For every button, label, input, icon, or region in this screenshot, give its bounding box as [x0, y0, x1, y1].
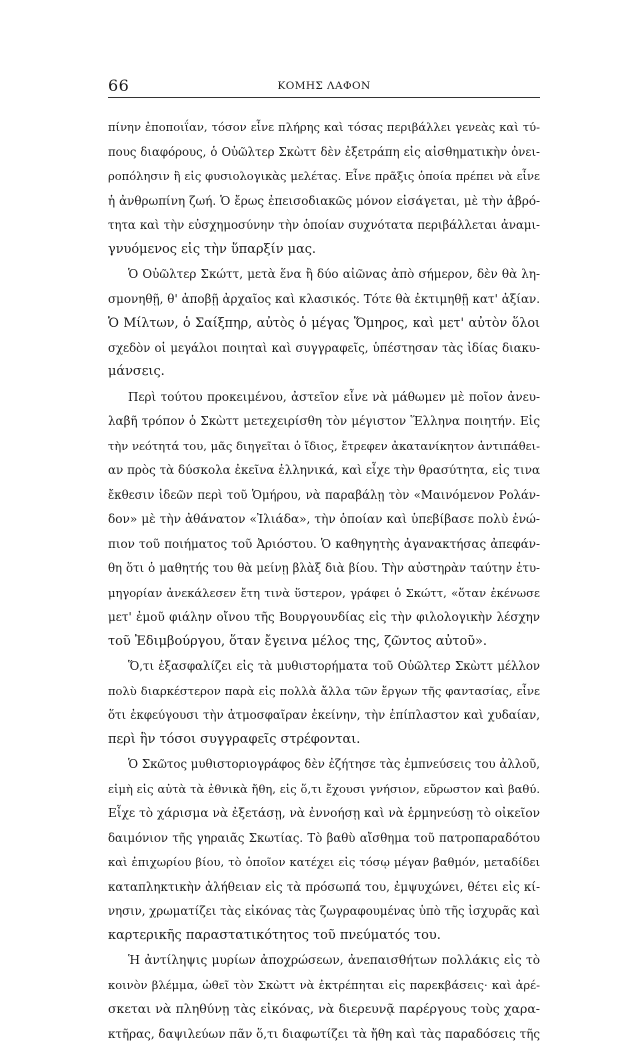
text-line: Ὁ Οὐῶλτερ Σκώττ, μετὰ ἕνα ἢ δύο αἰῶνας ἀπὸ σήμερον, δὲν θὰ λη- [108, 262, 540, 287]
text-line: τὴν νεότητά του, μᾶς διηγεῖται ὁ ἴδιος, ἔτρεφεν ἀκατανίκητον ἀντιπάθει- [108, 434, 540, 459]
page-number: 66 [108, 76, 129, 96]
text-line: δον» μὲ τὴν ἀθάνατον «Ἰλιάδα», τὴν ὁποίαν καὶ ὑπεβίβασε πολὺ ἐνώ- [108, 507, 540, 532]
running-head [108, 76, 540, 96]
text-line: σκεται νὰ πληθύνῃ τὰς εἰκόνας, νὰ διερευνᾷ παρέργους τοὺς χαρα- [108, 997, 540, 1022]
text-line: μηγορίαν ἀνεκάλεσεν ἔτη τινὰ ὕστερον, γράφει ὁ Σκώττ, «ὅταν ἐκένωσε [108, 581, 540, 606]
text-line: Ὅ,τι ἐξασφαλίζει εἰς τὰ μυθιστορήματα τοῦ Οὐῶλτερ Σκὼττ μέλλον [108, 654, 540, 679]
text-line: Περὶ τούτου προκειμένου, ἀστεῖον εἶνε νὰ μάθωμεν μὲ ποῖον ἀνευ- [108, 385, 540, 410]
text-line: τητα καὶ τὴν εὐσχημοσύνην τὴν ὁποίαν συχνότατα περιβάλλεται ἀναμι- [108, 213, 540, 238]
text-line: αν πρὸς τὰ δύσκολα ἐκεῖνα ἑλληνικά, καὶ εἶχε τὴν θρασύτητα, εἰς τινα [108, 458, 540, 483]
text-line: Εἶχε τὸ χάρισμα νὰ ἐξετάσῃ, νὰ ἐννοήσῃ καὶ νὰ ἑρμηνεύσῃ τὸ οἰκεῖον [108, 801, 540, 826]
text-line: ἡ ἀνθρωπίνη ζωή. Ὁ ἔρως ἐπεισοδιακῶς μόνον εἰσάγεται, μὲ τὴν ἁβρό- [108, 189, 540, 214]
text-line: ροπόλησιν ἢ εἰς φυσιολογικὰς μελέτας. Εἶνε πρᾶξις ὁποία πρέπει νὰ εἶνε [108, 164, 540, 189]
text-line: νησιν, χρωματίζει τὰς εἰκόνας τὰς ζωγραφουμένας ὑπὸ τῆς ἰσχυρᾶς καὶ [108, 899, 540, 924]
text-line: Ἡ ἀντίληψις μυρίων ἀποχρώσεων, ἀνεπαισθήτων πολλάκις εἰς τὸ [108, 948, 540, 973]
text-line: γνυόμενος εἰς τὴν ὕπαρξίν μας. [108, 238, 540, 263]
text-line: κοινὸν βλέμμα, ὠθεῖ τὸν Σκὼττ νὰ ἐκτρέπηται εἰς παρεκβάσεις· καὶ ἀρέ- [108, 973, 540, 998]
text-line: πους διαφόρους, ὁ Οὐῶλτερ Σκὼττ δὲν ἐξετράπη εἰς αἰσθηματικὴν ὀνει- [108, 140, 540, 165]
text-line: πολὺ διαρκέστερον παρὰ εἰς πολλὰ ἄλλα τῶν ἔργων τῆς φαντασίας, εἶνε [108, 679, 540, 704]
header-rule [108, 97, 540, 98]
text-line: Ὁ Σκῶτος μυθιστοριογράφος δὲν ἐζήτησε τὰς ἐμπνεύσεις του ἀλλοῦ, [108, 752, 540, 777]
text-line: εἰμὴ εἰς αὐτὰ τὰ ἐθνικὰ ἤθη, εἰς ὅ,τι ἔχουσι γνήσιον, εὔρωστον καὶ βαθύ. [108, 777, 540, 802]
text-line: ὅτι ἐκφεύγουσι τὴν ἀτμοσφαῖραν ἐκείνην, τὴν ἐπίπλαστον καὶ χυδαίαν, [108, 703, 540, 728]
text-line: καὶ ἐπιχωρίου βίου, τὸ ὁποῖον κατέχει εἰς τόσῳ μέγαν βαθμόν, μεταδίδει [108, 850, 540, 875]
text-line: μετ' ἐμοῦ φιάλην οἴνου τῆς Βουργουνδίας εἰς τὴν φιλολογικὴν λέσχην [108, 605, 540, 630]
text-line: Ὁ Μίλτων, ὁ Σαίξπηρ, αὐτὸς ὁ μέγας Ὅμηρος, καὶ μετ' αὐτὸν ὅλοι [108, 311, 540, 336]
text-line: καταπληκτικὴν ἀλήθειαν εἰς τὰ πρόσωπά του, ἐμψυχώνει, θέτει εἰς κί- [108, 875, 540, 900]
running-title: ΚΟΜΗΣ ΛΑΦΟΝ [108, 79, 540, 93]
body-text [108, 115, 540, 1046]
text-line: ἔκθεσιν ἰδεῶν περὶ τοῦ Ὁμήρου, νὰ παραβάλῃ τὸν «Μαινόμενον Ρολάν- [108, 483, 540, 508]
text-line: μάνσεις. [108, 360, 540, 385]
text-line: θη ὅτι ὁ μαθητής του θὰ μείνῃ βλὰξ διὰ βίου. Τὴν αὐστηρὰν ταύτην ἐτυ- [108, 556, 540, 581]
text-line: πίνην ἐποποιΐαν, τόσον εἶνε πλήρης καὶ τόσας περιβάλλει γενεὰς καὶ τύ- [108, 115, 540, 140]
text-line: κτῆρας, δαψιλεύων πᾶν ὅ,τι διαφωτίζει τὰ ἤθη καὶ τὰς παραδόσεις τῆς [108, 1022, 540, 1046]
text-line: τοῦ Ἐδιμβούργου, ὅταν ἔγεινα μέλος της, ζῶντος αὐτοῦ». [108, 630, 540, 655]
text-line: σχεδὸν οἱ μεγάλοι ποιηταὶ καὶ συγγραφεῖς, ὑπέστησαν τὰς ἰδίας διακυ- [108, 336, 540, 361]
text-line: περὶ ἣν τόσοι συγγραφεῖς στρέφονται. [108, 728, 540, 753]
text-line: λαβῆ τρόπον ὁ Σκὼττ μετεχειρίσθη τὸν μέγιστον Ἕλληνα ποιητήν. Εἰς [108, 409, 540, 434]
text-line: σμονηθῇ, θ' ἀποβῇ ἀρχαῖος καὶ κλασικός. Τότε θὰ ἐκτιμηθῇ κατ' ἀξίαν. [108, 287, 540, 312]
text-line: πιον τοῦ ποιήματος τοῦ Ἀριόστου. Ὁ καθηγητὴς ἀγανακτήσας ἀπεφάν- [108, 532, 540, 557]
text-line: καρτερικῆς παραστατικότητος τοῦ πνεύματός του. [108, 924, 540, 949]
text-line: δαιμόνιον τῆς γηραιᾶς Σκωτίας. Τὸ βαθὺ αἴσθημα τοῦ πατροπαραδότου [108, 826, 540, 851]
